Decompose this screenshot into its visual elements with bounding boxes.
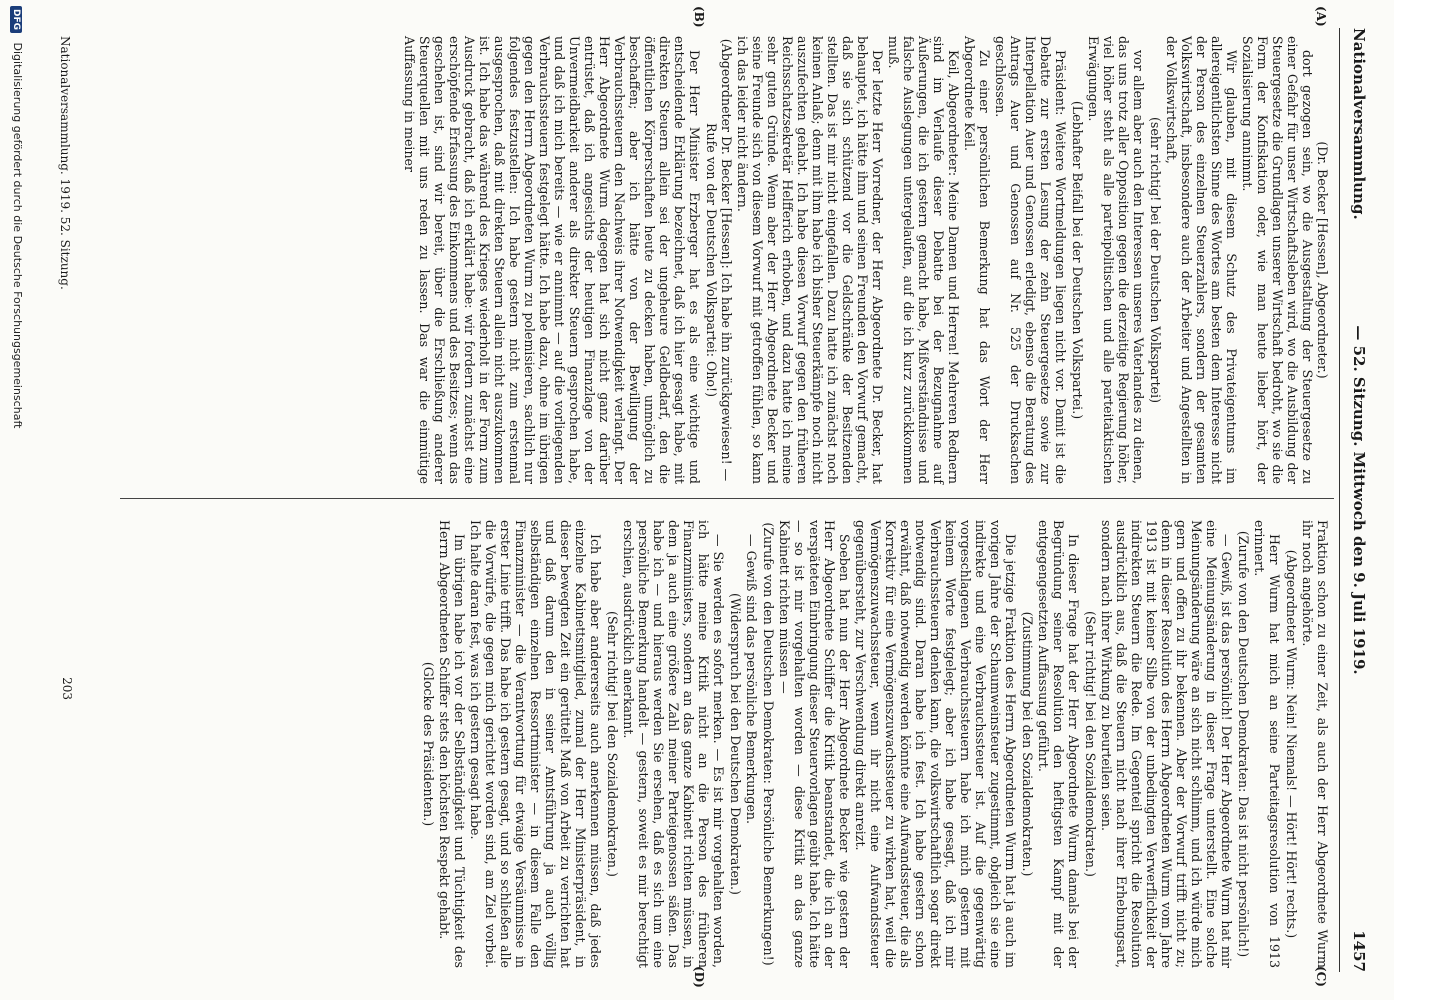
interjection: (Zustimmung bei den Sozialdemokraten.) bbox=[1020, 611, 1035, 877]
interjection: (Zurufe von den Deutschen Demokraten: Das ist nicht persönlich!) bbox=[1236, 530, 1251, 958]
header-page-number: 1457 bbox=[1350, 930, 1368, 972]
margin-mark-d: (D) bbox=[692, 966, 706, 988]
paragraph: Keil, Abgeordneter: Meine Damen und Herren! Mehreren Rednern sind im Verlaufe dieser Debatte bei der Bezugnahme auf Äußerungen, die ich gestern gemacht habe, Mißverständnisse und falsche Auslegungen untergelaufen, auf die ich kurz zurückkommen muß. bbox=[886, 36, 961, 484]
paragraph: Der Herr Minister Erzberger hat es als eine wichtige und entscheidende Erklärung bezeichnet, daß ich hier gesagt habe, mit direkten Steuern allein sei der ungeheure Geldbedarf, den die öffentlichen Körperschaften heute zu decken haben, unmöglich zu beschaffen; aber ich hätte von der Bewilligung der Verbrauchssteuern den Nachweis ihrer Notwendigkeit verlangt. Der Herr Abgeordnete Wurm dagegen hat sich nicht ganz darüber entrüstet, daß ich angesichts der heutigen Finanzlage von der Unvermeidbarkeit anderer als direkter Steuern gesprochen habe, und daß ich mich bereits — wie er annimmt — auf die vorliegenden Verbrauchssteuern festgelegt hätte. Ich habe dazu, ohne im übrigen gegen den Herrn Abgeordneten Wurm zu polemisieren, sachlich nur folgendes festzustellen: Ich habe gestern nicht zum erstenmal ausgesprochen, daß mit direkten Steuern allein nicht auszukommen ist. Ich habe das während des Krieges wiederholt in der Form zum Ausdruck gebracht, daß ich erklärt habe: wir fordern zunächst eine erschöpfende Erfassung des Einkommens und des Besitzes; wenn das geschehen ist, sind wir bereit, über die Erschließung anderer Steuerquellen mit uns reden zu lassen. Das war die einmütige Auffassung in meiner bbox=[402, 36, 702, 484]
paragraph: — Gewiß, ist das persönlich! Der Herr Abgeordnete Wurm hat mir eine Meinungsänderung in dieser Frage unterstellt. Eine solche Meinungsänderung wäre an sich nicht schlimm, und ich würde mich gern und offen zu ihr bekennen. Aber der Vorwurf trifft nicht zu; denn in dieser Resolution des Herrn Abgeordneten Wurm vom Jahre 1913 ist mit keiner Silbe von der unbedingten Verwerflichkeit der indirekten Steuern die Rede. Im Gegenteil spricht die Resolution ausdrücklich aus, daß die Steuern nicht nach ihrer Erhebungsart, sondern nach ihrer Wirkung zu beurteilen seien. bbox=[1099, 520, 1234, 968]
page-header bbox=[1346, 28, 1368, 972]
header-center: — 52. Sitzung. Mittwoch den 9. Juli 1919. bbox=[1350, 325, 1368, 675]
interjection: (Sehr richtig! bei den Sozialdemokraten.) bbox=[1083, 611, 1098, 877]
paragraph: Fraktion schon zu einer Zeit, als auch der Herr Abgeordnete Wurm ihr noch angehörte. bbox=[1300, 520, 1330, 968]
interjection: (Zurufe von den Deutschen Demokraten: Persönliche Bemerkungen!) bbox=[761, 522, 776, 966]
interjection: (Abgeordneter Dr. Becker [Hessen]: Ich habe ihn zurückgewiesen! — Rufe von der Deutschen Volkspartei: Oho!) bbox=[704, 38, 734, 482]
paragraph: Im übrigen habe ich vor der Selbständigkeit und Tüchtigkeit des Herrn Abgeordneten Schiffer stets den höchsten Respekt gehabt. bbox=[437, 520, 467, 968]
paragraph: Die jetzige Fraktion des Herrn Abgeordneten Wurm hat ja auch im vorigen Jahre der Schaumweinsteuer zugestimmt, obgleich sie eine indirekte und eine Verbrauchssteuer ist. Auf die gegenwärtig vorgeschlagenen Verbrauchssteuern habe ich mich gestern mit keinem Worte festgelegt; aber ich habe gesagt, daß ich mir Verbrauchssteuern denken kann, die volkswirtschaftlich sogar direkt notwendig sind. Daran habe ich fest. Ich habe gestern schon erwähnt, daß notwendig werden könnte eine Aufwandssteuer, die als Korrektiv für eine Vermögenszuwachssteuer zu wirken hat, weil die Vermögenszuwachssteuer, wenn ihr nicht eine Aufwandssteuer gegenübersteht, zur Verschwendung direkt anreizt. bbox=[853, 520, 1018, 968]
paragraph: Soeben hat nun der Herr Abgeordnete Becker wie gestern der Herr Abgeordnete Schiffer die Kritik beanstandet, die ich an der verspäteten Einbringung dieser Steuervorlagen geübt habe. Ich hätte — so ist mir vorgehalten worden — diese Kritik an das ganze Kabinett richten müssen — bbox=[777, 520, 852, 968]
margin-mark-a: (A) bbox=[1314, 6, 1328, 27]
paragraph: — Gewiß sind das persönliche Bemerkungen. bbox=[744, 534, 759, 825]
page-footer-number: 203 bbox=[60, 677, 74, 700]
margin-mark-c: (C) bbox=[1314, 966, 1328, 987]
paragraph: — Sie werden es sofort merken. — Es ist mir vorgehalten worden, ich hätte meine Kritik nicht an die Person des früheren Finanzministers, sondern an das ganze Kabinett richten müssen, in dem ja auch eine größere Zahl meiner Parteigenossen säßen. Das habe ich — und hieraus werden Sie ersehen, daß es sich um eine persönliche Bemerkung handelt — gestern, soweit es mir berechtigt erschien, ausdrücklich anerkannt. bbox=[621, 520, 726, 968]
paragraph: dort gezogen sein, wo die Ausgestaltung der Steuergesetze zu einer Gefahr für unser Wirtschaftsleben wird, wo die Ausbildung der Steuergesetze die Grundlagen unserer Wirtschaft bedroht, wo sie die Form der Konfiskation oder, wie man heute lieber hört, der Sozialisierung annimmt. bbox=[1240, 36, 1315, 484]
paragraph: vor allem aber auch den Interessen unseres Vaterlandes zu dienen, das uns trotz aller Opposition gegen die derzeitige Regierung höher, viel höher steht als alle parteipolitischen und alle parteitaktischen Erwägungen. bbox=[1086, 36, 1146, 484]
digitization-note: Digitalisierung gefördert durch die Deutsche Forschungsgemeinschaft bbox=[11, 42, 24, 429]
header-left: Nationalversammlung. bbox=[1350, 28, 1368, 220]
interjection: (Abgeordneter Wurm: Nein! Niemals! — Hört! Hört! rechts.) bbox=[1284, 549, 1299, 939]
paragraph: Präsident: Weitere Wortmeldungen liegen nicht vor. Damit ist die Debatte zur ersten Lesung der zehn Steuergesetze sowie zur Interpellation Auer und Genossen erledigt, ebenso die Beratung des Antrags Auer und Genossen auf Nr. 525 der Drucksachen geschlossen. bbox=[993, 36, 1068, 484]
margin-mark-b: (B) bbox=[692, 6, 706, 28]
dfg-logo: DFG bbox=[10, 6, 22, 33]
left-footer: Nationalversammlung. 1919. 52. Sitzung. bbox=[58, 36, 72, 290]
paragraph: Herr Wurm hat mich an seine Parteitagsresolution von 1913 erinnert. bbox=[1252, 520, 1282, 968]
interjection: (Lebhafter Beifall bei der Deutschen Volkspartei.) bbox=[1070, 100, 1085, 420]
interjection: (Widerspruch bei den Deutschen Demokraten.) bbox=[728, 593, 743, 895]
paragraph: Wir glauben, mit diesem Schutz des Privateigentums im allereigentlichsten Sinne des Wortes am besten dem Interesse nicht der Person des einzelnen Steuerzahlers, sondern der gesamten Volkswirtschaft, insbesondere auch der Arbeiter und Angestellten in der Volkswirtschaft, bbox=[1164, 36, 1239, 484]
header-rule bbox=[1339, 28, 1340, 972]
paragraph: Ich habe aber andererseits auch anerkennen müssen, daß jedes einzelne Kabinettsmitglied, zumal der Herr Ministerpräsident, in dieser bewegten Zeit ein gerüttelt Maß von Arbeit zu verrichten hat und daß darum den in seiner Amtsführung ja auch völlig selbständigen einzelnen Ressortminister — in diesem Falle den Finanzminister — die Verantwortung für etwaige Versäumnisse in erster Linie trifft. Das habe ich gestern gesagt, und so schließen alle die Vorwürfe, die gegen mich gerichtet worden sind, am Ziel vorbei. Ich halte daran fest, was ich gestern gesagt habe. bbox=[468, 520, 603, 968]
left-column bbox=[401, 36, 1330, 484]
right-column bbox=[419, 520, 1330, 968]
interjection: (Sehr richtig! bei den Sozialdemokraten.) bbox=[605, 611, 620, 877]
paragraph: Der letzte Herr Vorredner, der Herr Abgeordnete Dr. Becker, hat behauptet, ich hätte ihm und seinen Freunden den Vorwurf gemacht, daß sie sich schützend vor die Geldschränke der Besitzenden stellten. Das ist mir nicht eingefallen. Dazu hatte ich zunächst noch keinen Anlaß; denn mit ihm habe ich bisher Steuerkämpfe noch nicht auszufechten gehabt. Ich habe diesen Vorwurf gegen den früheren Reichsschatzsekretär Helfferich erhoben, und dazu hatte ich meine sehr guten Gründe. Wenn aber der Herr Abgeordnete Becker und seine Freunde sich von diesem Vorwurf mit getroffen fühlen, so kann ich das leider nicht ändern. bbox=[735, 36, 885, 484]
digitization-credit bbox=[4, 0, 24, 1000]
interjection: (Dr. Becker [Hessen], Abgeordneter.) bbox=[1315, 141, 1330, 379]
paragraph: Zu einer persönlichen Bemerkung hat das Wort der Herr Abgeordnete Keil. bbox=[962, 36, 992, 484]
paragraph: In dieser Frage hat der Herr Abgeordnete Wurm damals bei der Begründung seiner Resolution den heftigsten Kampf mit der entgegengesetzten Auffassung geführt. bbox=[1036, 520, 1081, 968]
interjection: (Glocke des Präsidenten.) bbox=[421, 661, 436, 827]
interjection: (sehr richtig! bei der Deutschen Volkspartei) bbox=[1148, 116, 1163, 404]
column-divider bbox=[120, 498, 1334, 499]
